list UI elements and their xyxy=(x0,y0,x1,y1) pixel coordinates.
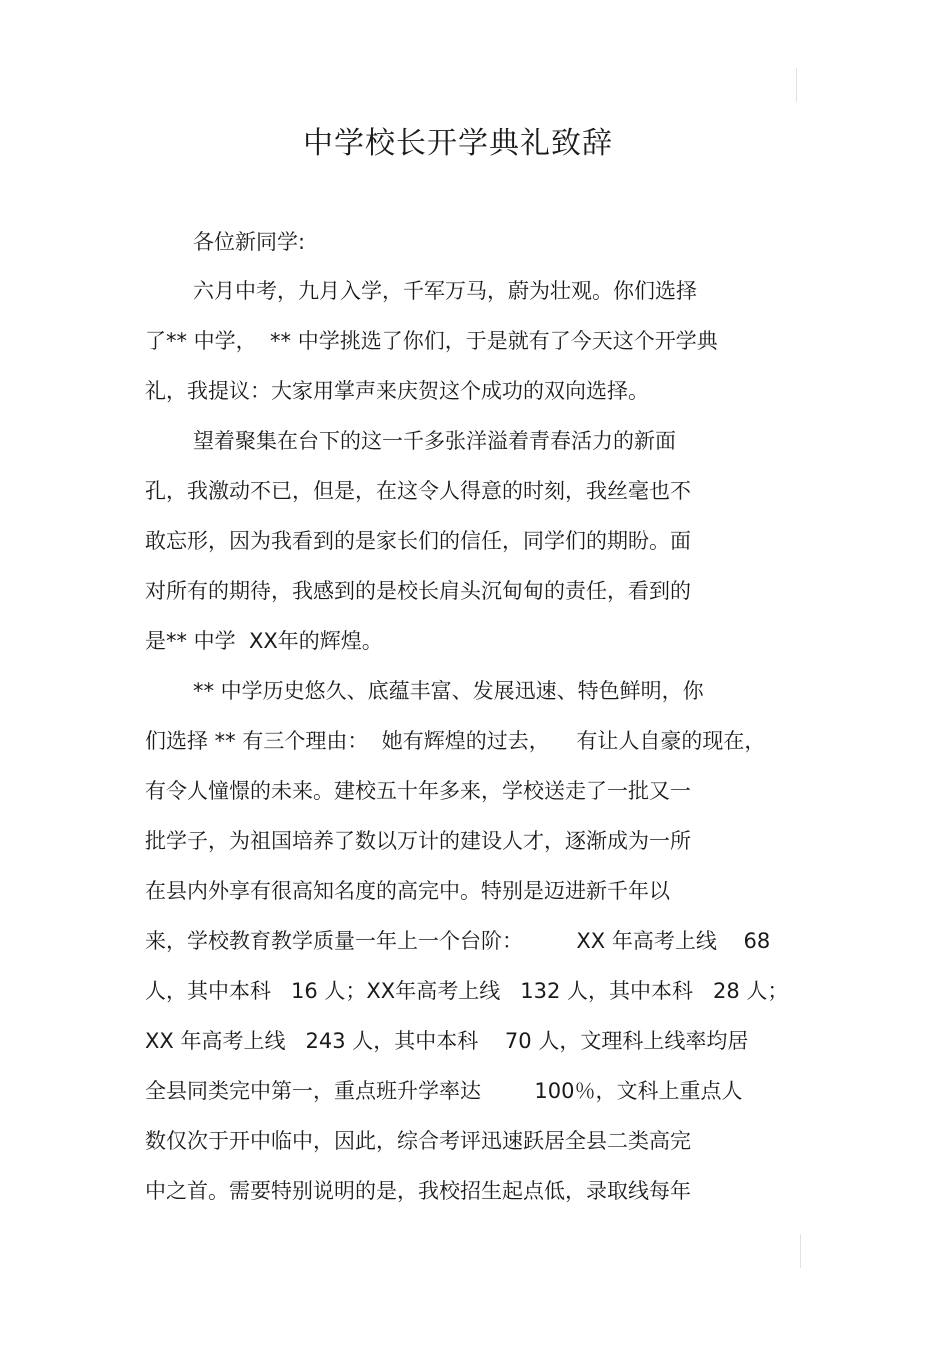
body-line: XX 年高考上线 243 人，其中本科 70 人，文理科上线率均居 xyxy=(145,1029,749,1053)
body-line: 对所有的期待，我感到的是校长肩头沉甸甸的责任，看到的 xyxy=(145,579,691,603)
body-line: 孔，我激动不已，但是，在这令人得意的时刻，我丝毫也不 xyxy=(145,479,691,503)
body-line: 六月中考，九月入学，千军万马，蔚为壮观。你们选择 xyxy=(193,279,697,303)
body-line: 们选择 ** 有三个理由： 她有辉煌的过去， 有让人自豪的现在， xyxy=(145,729,766,753)
body-line: 批学子，为祖国培养了数以万计的建设人才，逐渐成为一所 xyxy=(145,829,691,853)
body-line: 在县内外享有很高知名度的高完中。特别是迈进新千年以 xyxy=(145,879,670,903)
body-line: 礼，我提议：大家用掌声来庆贺这个成功的双向选择。 xyxy=(145,379,649,403)
body-line: 各位新同学: xyxy=(193,230,306,254)
body-line: 望着聚集在台下的这一千多张洋溢着青春活力的新面 xyxy=(193,429,676,453)
document-title: 中学校长开学典礼致辞 xyxy=(303,126,613,161)
body-line: 来，学校教育教学质量一年上一个台阶： XX 年高考上线 68 xyxy=(145,929,771,953)
body-line: 了** 中学， ** 中学挑选了你们，于是就有了今天这个开学典 xyxy=(145,329,718,353)
body-line: 中之首。需要特别说明的是，我校招生起点低，录取线每年 xyxy=(145,1179,691,1203)
body-line: 数仅次于开中临中，因此，综合考评迅速跃居全县二类高完 xyxy=(145,1129,691,1153)
body-line: 全县同类完中第一，重点班升学率达 100％，文科上重点人 xyxy=(145,1079,743,1103)
body-line: ** 中学历史悠久、底蕴丰富、发展迅速、特色鲜明，你 xyxy=(193,679,704,703)
body-line: 敢忘形，因为我看到的是家长们的信任，同学们的期盼。面 xyxy=(145,529,691,553)
page-edge-mark-top xyxy=(796,68,797,102)
page-edge-mark-bottom xyxy=(800,1234,801,1268)
body-line: 有令人憧憬的未来。建校五十年多来，学校送走了一批又一 xyxy=(145,779,691,803)
body-line: 人，其中本科 16 人；XX年高考上线 132 人，其中本科 28 人； xyxy=(145,979,789,1003)
body-line: 是** 中学 XX年的辉煌。 xyxy=(145,629,383,653)
